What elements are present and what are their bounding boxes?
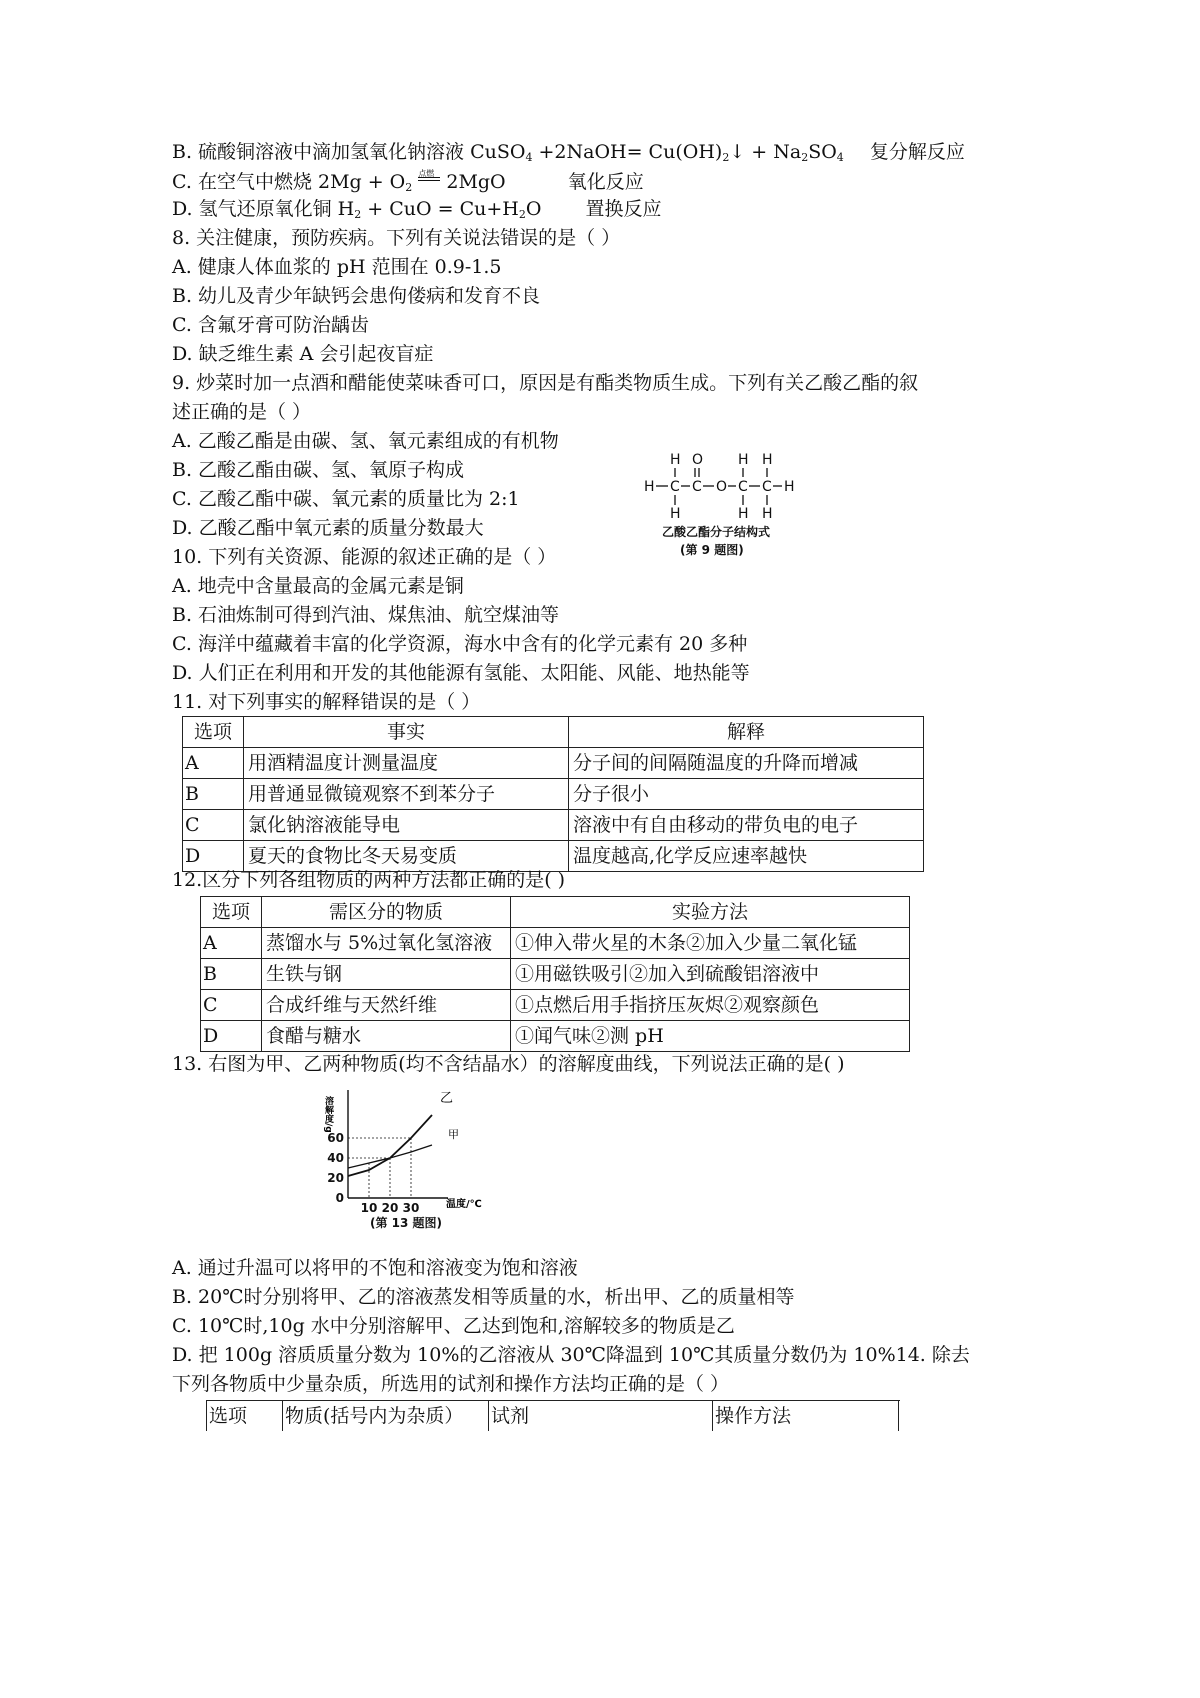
- table-cell: 溶液中有自由移动的带负电的电子: [569, 810, 924, 841]
- reaction-d-line: D. 氢气还原氧化铜 $H_2$ + CuO = $Cu+H_2O$ 置换反应: [172, 198, 662, 221]
- table-cell: A: [201, 928, 262, 959]
- table-cell: A: [183, 748, 244, 779]
- svg-text:H: H: [738, 506, 749, 522]
- table-cell: 蒸馏水与 5%过氧化氢溶液: [262, 928, 511, 959]
- table-11-header-cell: 选项: [183, 717, 244, 748]
- question-9: 9. 炒菜时加一点酒和醋能使菜味香可口，原因是有酯类物质生成。下列有关乙酸乙酯的叙: [172, 372, 919, 394]
- table-cell: B: [183, 779, 244, 810]
- table-cell: ①点燃后用手指挤压灰烬②观察颜色: [511, 990, 910, 1021]
- x-tick-label: 30: [402, 1201, 420, 1215]
- question-11: 11. 对下列事实的解释错误的是（ ）: [172, 691, 481, 713]
- question-10: 10. 下列有关资源、能源的叙述正确的是（ ）: [172, 546, 557, 568]
- table-cell: D: [201, 1021, 262, 1052]
- svg-text:H: H: [784, 479, 795, 495]
- table-row: [183, 779, 924, 810]
- table-14-header-cell: 选项: [209, 1405, 248, 1427]
- table-cell: D: [183, 841, 244, 872]
- question-8-option-b: B. 幼儿及青少年缺钙会患佝偻病和发育不良: [172, 285, 541, 307]
- svg-text:C: C: [762, 479, 772, 495]
- svg-text:H: H: [644, 479, 655, 495]
- table-cell: 合成纤维与天然纤维: [262, 990, 511, 1021]
- question-10-option-a: A. 地壳中含量最高的金属元素是铜: [172, 575, 464, 597]
- question-9-option-c: C. 乙酸乙酯中碳、氧元素的质量比为 2:1: [172, 488, 520, 510]
- reaction-b-type: 复分解反应: [869, 141, 965, 163]
- series-label-yi: 乙: [440, 1091, 454, 1106]
- table-row: [201, 1021, 910, 1052]
- reaction-d-type: 置换反应: [585, 198, 662, 220]
- series-curve-1: [348, 1145, 432, 1168]
- question-9-option-a: A. 乙酸乙酯是由碳、氢、氧元素组成的有机物: [172, 430, 559, 452]
- reaction-c-line: C. 在空气中燃烧 $2Mg + O_2$ 点燃 2MgO 氧化反应: [172, 168, 644, 200]
- table-row: [201, 928, 910, 959]
- question-10-option-c: C. 海洋中蕴藏着丰富的化学资源，海水中含有的化学元素有 20 多种: [172, 633, 748, 655]
- figure-9-number: (第 9 题图): [680, 543, 744, 557]
- y-tick-label: 0: [335, 1191, 344, 1205]
- table-cell: 分子间的间隔随温度的升降而增减: [569, 748, 924, 779]
- table-14-header-cell: 物质(括号内为杂质）: [285, 1405, 464, 1427]
- svg-text:H: H: [738, 452, 749, 468]
- svg-text:C: C: [692, 479, 702, 495]
- table-cell: 用普通显微镜观察不到苯分子: [244, 779, 569, 810]
- condition-arrow: [418, 168, 440, 188]
- table-row: [183, 810, 924, 841]
- table-cell: ①闻气味②测 pH: [511, 1021, 910, 1052]
- svg-text:O: O: [716, 479, 728, 495]
- table-11-header-cell: 解释: [569, 717, 924, 748]
- table-11-header-cell: 事实: [244, 717, 569, 748]
- reaction-b-line: B. 硫酸铜溶液中滴加氢氧化钠溶液 CuSO$_4$ +2NaOH= $Cu(OH)_2↓ + Na_2SO_4$ 复分解反应: [172, 141, 965, 164]
- table-14-header-cell: 试剂: [491, 1405, 530, 1427]
- figure-9-structural-formula: [640, 448, 840, 558]
- table-12-header-cell: 实验方法: [511, 897, 910, 928]
- table-cell: ①伸入带火星的木条②加入少量二氧化锰: [511, 928, 910, 959]
- svg-text:H: H: [670, 452, 681, 468]
- table-cell: 氯化钠溶液能导电: [244, 810, 569, 841]
- svg-text:H: H: [762, 506, 773, 522]
- question-8-option-c: C. 含氟牙膏可防治龋齿: [172, 314, 369, 336]
- table-cell: 分子很小: [569, 779, 924, 810]
- y-tick-label: 20: [327, 1171, 344, 1185]
- table-cell: 食醋与糖水: [262, 1021, 511, 1052]
- y-tick-label: 60: [327, 1131, 344, 1145]
- reaction-d-text: D. 氢气还原氧化铜 H: [172, 198, 355, 220]
- table-12-header-cell: 需区分的物质: [262, 897, 511, 928]
- figure-13-solubility-chart: [318, 1082, 488, 1232]
- question-13-option-d: D. 把 100g 溶质质量分数为 10%的乙溶液从 30℃降温到 10℃其质量分数仍为 10%14. 除去: [172, 1344, 970, 1366]
- x-tick-label: 10: [360, 1201, 378, 1215]
- table-11-header: [183, 717, 924, 748]
- question-8-option-d: D. 缺乏维生素 A 会引起夜盲症: [172, 343, 434, 365]
- svg-text:O: O: [692, 452, 704, 468]
- question-10-option-d: D. 人们正在利用和开发的其他能源有氢能、太阳能、风能、地热能等: [172, 662, 750, 684]
- table-12-header: [201, 897, 910, 928]
- table-cell: 夏天的食物比冬天易变质: [244, 841, 569, 872]
- condition-label: 点燃: [418, 169, 435, 178]
- chart-ylabel: 溶解度/g: [323, 1096, 333, 1133]
- series-label-jia: 甲: [448, 1128, 459, 1141]
- solubility-chart-svg: [318, 1082, 488, 1232]
- reaction-b-end: SO: [808, 141, 837, 163]
- reaction-d-mid: + CuO = Cu+H: [361, 198, 519, 220]
- question-14-cont: 下列各物质中少量杂质，所选用的试剂和操作方法均正确的是（ ）: [172, 1373, 730, 1395]
- question-8: 8. 关注健康，预防疾病。下列有关说法错误的是（ ）: [172, 227, 621, 249]
- table-12-header-cell: 选项: [201, 897, 262, 928]
- table-cell: 用酒精温度计测量温度: [244, 748, 569, 779]
- table-cell: C: [183, 810, 244, 841]
- figure-9-caption: 乙酸乙酯分子结构式: [662, 525, 771, 539]
- question-13: 13. 右图为甲、乙两种物质(均不含结晶水）的溶解度曲线，下列说法正确的是( ): [172, 1053, 845, 1075]
- svg-text:H: H: [762, 452, 773, 468]
- table-row: [201, 959, 910, 990]
- table-row: [183, 748, 924, 779]
- question-13-option-c: C. 10℃时,10g 水中分别溶解甲、乙达到饱和,溶解较多的物质是乙: [172, 1315, 735, 1337]
- reaction-c-text: C. 在空气中燃烧 2Mg + O: [172, 171, 406, 193]
- table-row: [183, 841, 924, 872]
- question-13-option-a: A. 通过升温可以将甲的不饱和溶液变为饱和溶液: [172, 1257, 578, 1279]
- svg-text:C: C: [670, 479, 680, 495]
- table-cell: B: [201, 959, 262, 990]
- table-row: [201, 990, 910, 1021]
- table-cell: 温度越高,化学反应速率越快: [569, 841, 924, 872]
- x-tick-label: 20: [381, 1201, 399, 1215]
- question-9-option-d: D. 乙酸乙酯中氧元素的质量分数最大: [172, 517, 484, 539]
- reaction-b-mid: +2NaOH= Cu(OH): [532, 141, 723, 163]
- question-13-option-b: B. 20℃时分别将甲、乙的溶液蒸发相等质量的水，析出甲、乙的质量相等: [172, 1286, 795, 1308]
- svg-text:C: C: [738, 479, 748, 495]
- svg-text:H: H: [670, 506, 681, 522]
- reaction-c-mid: 2MgO: [440, 171, 506, 193]
- table-14-header-cell: 操作方法: [715, 1405, 792, 1427]
- reaction-c-type: 氧化反应: [567, 171, 644, 193]
- table-cell: C: [201, 990, 262, 1021]
- table-11: [182, 716, 924, 872]
- table-cell: 生铁与钢: [262, 959, 511, 990]
- question-10-option-b: B. 石油炼制可得到汽油、煤焦油、航空煤油等: [172, 604, 560, 626]
- question-8-option-a: A. 健康人体血浆的 pH 范围在 0.9-1.5: [172, 256, 502, 278]
- table-cell: ①用磁铁吸引②加入到硫酸铝溶液中: [511, 959, 910, 990]
- figure-13-caption: (第 13 题图): [370, 1216, 443, 1230]
- table-14: [206, 1400, 900, 1431]
- question-9-option-b: B. 乙酸乙酯由碳、氢、氧原子构成: [172, 459, 465, 481]
- chart-xlabel: 温度/℃: [446, 1199, 482, 1210]
- reaction-d-end: O: [525, 198, 542, 220]
- y-tick-label: 40: [327, 1151, 344, 1165]
- reaction-b-mid2: ↓ + Na: [729, 141, 802, 163]
- question-9-cont: 述正确的是（ ）: [172, 401, 312, 423]
- table-12: [200, 896, 910, 1052]
- reaction-b-text: B. 硫酸铜溶液中滴加氢氧化钠溶液 CuSO: [172, 141, 526, 163]
- question-12: 12.区分下列各组物质的两种方法都正确的是( ): [172, 869, 566, 891]
